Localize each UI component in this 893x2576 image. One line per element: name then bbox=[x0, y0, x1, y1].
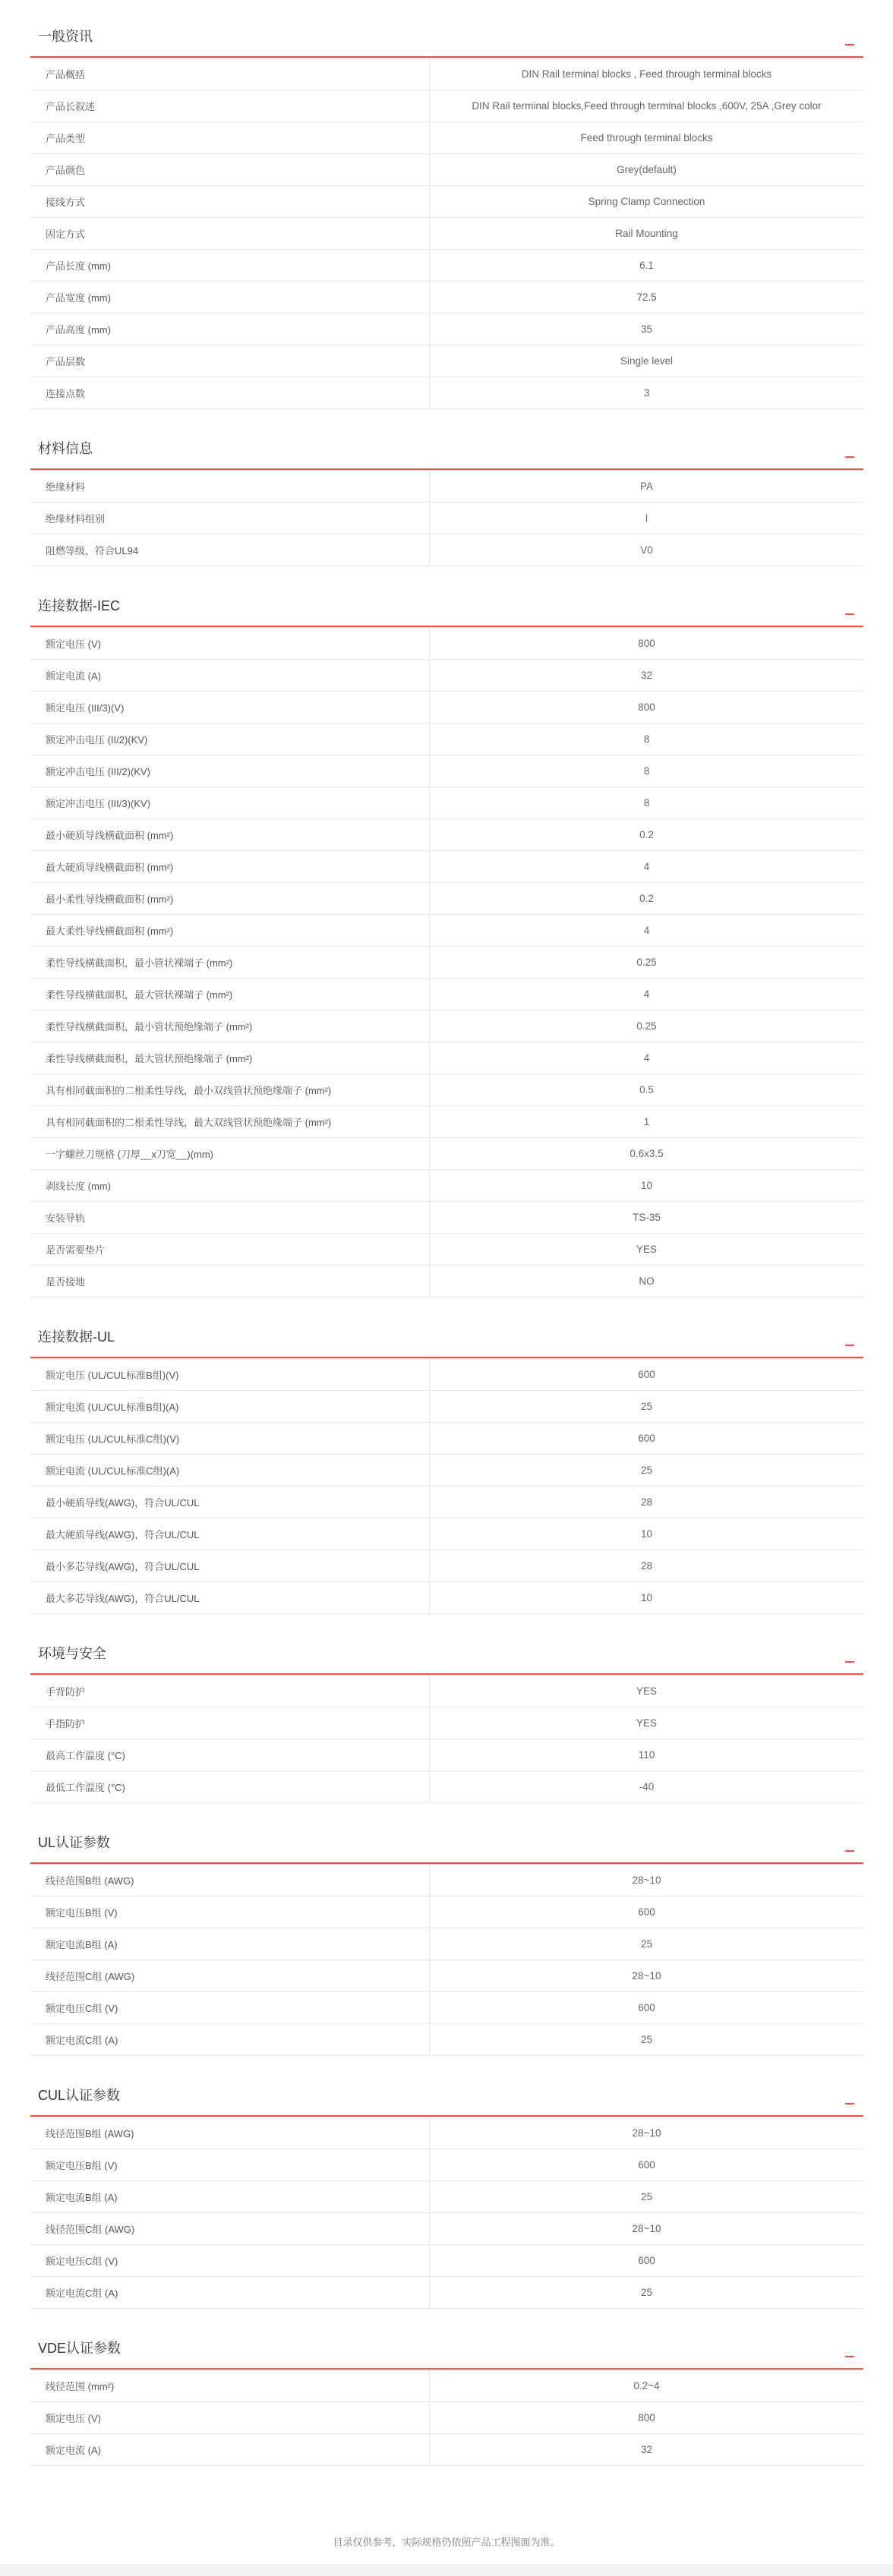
spec-value: 32 bbox=[640, 670, 653, 681]
table-row bbox=[30, 1359, 863, 1391]
spec-value: Single level bbox=[620, 355, 674, 367]
spec-value: -40 bbox=[639, 1781, 655, 1792]
collapse-toggle-icon[interactable] bbox=[844, 2348, 856, 2359]
collapse-toggle-icon[interactable] bbox=[844, 449, 856, 459]
spec-label: 连接点数 bbox=[30, 377, 430, 408]
spec-value: 25 bbox=[640, 1401, 653, 1412]
spec-value: 8 bbox=[643, 797, 650, 809]
spec-label: 额定电流 (A) bbox=[30, 660, 430, 691]
table-row bbox=[30, 1391, 863, 1423]
table-row bbox=[30, 314, 863, 345]
spec-value: 0.25 bbox=[636, 1020, 657, 1032]
table-row bbox=[30, 1138, 863, 1170]
spec-label: 绝缘材料 bbox=[30, 471, 430, 502]
table-row bbox=[30, 1550, 863, 1582]
section-header[interactable] bbox=[30, 1297, 863, 1358]
spec-table bbox=[30, 2369, 863, 2466]
spec-label: 柔性导线横截面积，最小管状预绝缘端子 (mm²) bbox=[30, 1011, 430, 1042]
spec-value: 28~10 bbox=[632, 2223, 661, 2234]
table-row bbox=[30, 1518, 863, 1550]
spec-value: 10 bbox=[640, 1180, 653, 1191]
spec-value: Rail Mounting bbox=[615, 228, 678, 239]
table-row bbox=[30, 1676, 863, 1707]
table-row bbox=[30, 1707, 863, 1739]
spec-value: YES bbox=[636, 1244, 657, 1255]
spec-label: 是否接地 bbox=[30, 1266, 430, 1297]
section-header[interactable] bbox=[30, 409, 863, 470]
spec-label: 固定方式 bbox=[30, 218, 430, 249]
spec-label: 手背防护 bbox=[30, 1676, 430, 1707]
table-row bbox=[30, 1423, 863, 1455]
spec-value: YES bbox=[636, 1685, 657, 1697]
spec-value: Spring Clamp Connection bbox=[588, 196, 705, 207]
spec-label: 额定电流 (UL/CUL标准C组)(A) bbox=[30, 1455, 430, 1486]
table-row bbox=[30, 1992, 863, 2024]
spec-value: 600 bbox=[638, 2159, 655, 2171]
table-row bbox=[30, 90, 863, 122]
spec-value: 800 bbox=[638, 2412, 655, 2423]
table-row bbox=[30, 947, 863, 979]
spec-label: 额定电流B组 (A) bbox=[30, 1928, 430, 1960]
spec-value: 8 bbox=[643, 765, 650, 777]
collapse-toggle-icon[interactable] bbox=[844, 1654, 856, 1664]
spec-label: 额定电压B组 (V) bbox=[30, 1897, 430, 1928]
spec-label: 额定电压 (V) bbox=[30, 628, 430, 659]
table-row bbox=[30, 2245, 863, 2277]
table-row bbox=[30, 282, 863, 314]
spec-label: 额定电压B组 (V) bbox=[30, 2149, 430, 2180]
table-row bbox=[30, 915, 863, 947]
table-row bbox=[30, 471, 863, 503]
table-row bbox=[30, 1106, 863, 1138]
spec-label: 最小硬质导线横截面积 (mm²) bbox=[30, 819, 430, 850]
spec-value: PA bbox=[639, 481, 653, 492]
spec-label: 额定冲击电压 (III/3)(KV) bbox=[30, 787, 430, 818]
spec-label: 额定电压 (III/3)(V) bbox=[30, 692, 430, 723]
spec-value: 600 bbox=[638, 2255, 655, 2266]
spec-label: 额定电流C组 (A) bbox=[30, 2277, 430, 2308]
table-row bbox=[30, 660, 863, 692]
spec-section bbox=[30, 1614, 863, 1803]
table-row bbox=[30, 692, 863, 724]
section-title: UL认证参数 bbox=[38, 1835, 111, 1850]
table-row bbox=[30, 1042, 863, 1074]
table-row bbox=[30, 503, 863, 534]
spec-label: 绝缘材料组别 bbox=[30, 503, 430, 534]
spec-value: TS-35 bbox=[633, 1212, 661, 1223]
spec-value: 10 bbox=[640, 1528, 653, 1540]
spec-label: 产品宽度 (mm) bbox=[30, 282, 430, 313]
section-header[interactable] bbox=[30, 2309, 863, 2369]
spec-table bbox=[30, 627, 863, 1297]
table-row bbox=[30, 1582, 863, 1614]
spec-label: 阻燃等级，符合UL94 bbox=[30, 534, 430, 566]
disclaimer-note: 目录仅供参考，实际规格仍依照产品工程图面为准。 bbox=[333, 2537, 560, 2548]
spec-label: 额定电压C组 (V) bbox=[30, 2245, 430, 2276]
spec-value: 25 bbox=[640, 2191, 653, 2202]
spec-label: 最高工作温度 (°C) bbox=[30, 1739, 430, 1770]
table-row bbox=[30, 1487, 863, 1518]
spec-label: 最大硬质导线(AWG)，符合UL/CUL bbox=[30, 1518, 430, 1550]
spec-value: DIN Rail terminal blocks,Feed through terminal blocks ,600V, 25A ,Grey color bbox=[472, 100, 822, 112]
spec-sheet bbox=[30, 0, 863, 2466]
spec-value: 800 bbox=[638, 702, 655, 713]
table-row bbox=[30, 122, 863, 154]
spec-table bbox=[30, 1675, 863, 1803]
spec-table bbox=[30, 2117, 863, 2309]
section-title: CUL认证参数 bbox=[38, 2088, 121, 2103]
spec-value: 28~10 bbox=[632, 1970, 661, 1982]
spec-label: 额定冲击电压 (III/2)(KV) bbox=[30, 755, 430, 787]
table-row bbox=[30, 819, 863, 851]
spec-value: 0.2~4 bbox=[633, 2380, 660, 2392]
spec-section bbox=[30, 2309, 863, 2466]
spec-value: Grey(default) bbox=[617, 164, 677, 175]
bottom-bar bbox=[0, 2565, 893, 2576]
table-row bbox=[30, 218, 863, 250]
collapse-toggle-icon[interactable] bbox=[844, 36, 856, 47]
table-row bbox=[30, 250, 863, 282]
spec-value: 110 bbox=[638, 1749, 655, 1761]
spec-table bbox=[30, 1864, 863, 2056]
table-row bbox=[30, 755, 863, 787]
table-row bbox=[30, 1266, 863, 1297]
table-row bbox=[30, 2181, 863, 2213]
spec-value: V0 bbox=[640, 544, 653, 556]
spec-label: 额定冲击电压 (II/2)(KV) bbox=[30, 724, 430, 755]
spec-value: 28 bbox=[640, 1560, 653, 1572]
table-row bbox=[30, 1960, 863, 1992]
spec-value: 25 bbox=[640, 1938, 653, 1950]
spec-label: 柔性导线横截面积，最小管状裸端子 (mm²) bbox=[30, 947, 430, 978]
spec-label: 安装导轨 bbox=[30, 1202, 430, 1233]
spec-table bbox=[30, 1358, 863, 1614]
spec-label: 一字螺丝刀规格 (刀厚__x刀宽__)(mm) bbox=[30, 1138, 430, 1169]
spec-value: 28 bbox=[640, 1496, 653, 1508]
table-row bbox=[30, 1739, 863, 1771]
collapse-toggle-icon[interactable] bbox=[844, 2095, 856, 2106]
spec-label: 额定电流C组 (A) bbox=[30, 2024, 430, 2055]
spec-label: 最低工作温度 (°C) bbox=[30, 1771, 430, 1802]
spec-label: 额定电流 (UL/CUL标准B组)(A) bbox=[30, 1391, 430, 1422]
spec-value: 25 bbox=[640, 2034, 653, 2045]
spec-value: 3 bbox=[643, 387, 650, 399]
collapse-toggle-icon[interactable] bbox=[844, 1337, 856, 1348]
spec-value: 25 bbox=[640, 1465, 653, 1476]
spec-label: 额定电流 (A) bbox=[30, 2434, 430, 2465]
spec-value: 0.2 bbox=[639, 829, 654, 840]
spec-value: 4 bbox=[643, 925, 650, 936]
section-header[interactable] bbox=[30, 566, 863, 627]
table-row bbox=[30, 2434, 863, 2466]
spec-label: 产品颜色 bbox=[30, 154, 430, 185]
table-row bbox=[30, 1865, 863, 1897]
collapse-toggle-icon[interactable] bbox=[844, 1843, 856, 1853]
spec-value: 600 bbox=[638, 1433, 655, 1444]
spec-label: 线径范围B组 (AWG) bbox=[30, 1865, 430, 1896]
table-row bbox=[30, 534, 863, 566]
spec-value: NO bbox=[639, 1275, 655, 1287]
spec-label: 最大硬质导线横截面积 (mm²) bbox=[30, 851, 430, 882]
spec-label: 产品概括 bbox=[30, 58, 430, 90]
spec-label: 最大多芯导线(AWG)，符合UL/CUL bbox=[30, 1582, 430, 1613]
spec-table bbox=[30, 58, 863, 409]
table-row bbox=[30, 154, 863, 186]
table-row bbox=[30, 1202, 863, 1234]
table-row bbox=[30, 1928, 863, 1960]
spec-value: 600 bbox=[638, 1369, 655, 1380]
table-row bbox=[30, 1170, 863, 1202]
spec-section bbox=[30, 1297, 863, 1614]
section-header[interactable] bbox=[30, 1614, 863, 1675]
table-row bbox=[30, 1011, 863, 1042]
table-row bbox=[30, 2370, 863, 2402]
table-row bbox=[30, 377, 863, 409]
table-row bbox=[30, 2213, 863, 2245]
spec-label: 接线方式 bbox=[30, 186, 430, 217]
table-row bbox=[30, 1455, 863, 1487]
spec-value: Feed through terminal blocks bbox=[580, 132, 713, 143]
spec-value: 600 bbox=[638, 1906, 655, 1918]
spec-value: 0.5 bbox=[639, 1084, 654, 1096]
spec-label: 最小多芯导线(AWG)，符合UL/CUL bbox=[30, 1550, 430, 1581]
spec-label: 额定电压 (UL/CUL标准C组)(V) bbox=[30, 1423, 430, 1454]
section-header[interactable] bbox=[30, 2056, 863, 2117]
section-title: 材料信息 bbox=[38, 441, 93, 456]
spec-label: 柔性导线横截面积，最大管状裸端子 (mm²) bbox=[30, 979, 430, 1010]
section-header[interactable] bbox=[30, 1803, 863, 1864]
table-row bbox=[30, 1074, 863, 1106]
table-row bbox=[30, 851, 863, 883]
table-row bbox=[30, 979, 863, 1011]
table-row bbox=[30, 787, 863, 819]
spec-section bbox=[30, 1803, 863, 2056]
collapse-toggle-icon[interactable] bbox=[844, 606, 856, 616]
table-row bbox=[30, 186, 863, 218]
spec-value: I bbox=[645, 512, 648, 524]
spec-section bbox=[30, 2056, 863, 2309]
spec-value: 32 bbox=[640, 2444, 653, 2455]
table-row bbox=[30, 883, 863, 915]
spec-label: 柔性导线横截面积，最大管状预绝缘端子 (mm²) bbox=[30, 1042, 430, 1074]
spec-label: 产品层数 bbox=[30, 345, 430, 377]
spec-value: 4 bbox=[643, 988, 650, 1000]
spec-label: 产品长度 (mm) bbox=[30, 250, 430, 281]
spec-value: 0.25 bbox=[636, 957, 657, 968]
table-row bbox=[30, 724, 863, 755]
spec-label: 最小硬质导线(AWG)，符合UL/CUL bbox=[30, 1487, 430, 1518]
section-title: 环境与安全 bbox=[38, 1646, 106, 1661]
section-title: 一般资讯 bbox=[38, 29, 93, 44]
section-title: 连接数据-IEC bbox=[38, 598, 120, 613]
section-title: 连接数据-UL bbox=[38, 1329, 115, 1345]
spec-label: 额定电流B组 (A) bbox=[30, 2181, 430, 2212]
spec-label: 额定电压C组 (V) bbox=[30, 1992, 430, 2023]
spec-value: 6.1 bbox=[639, 260, 654, 271]
spec-section bbox=[30, 0, 863, 409]
spec-value: 35 bbox=[640, 323, 653, 335]
spec-value: 4 bbox=[643, 861, 650, 872]
table-row bbox=[30, 2024, 863, 2056]
spec-value: 600 bbox=[638, 2002, 655, 2013]
spec-label: 具有相同截面积的二根柔性导线，最小双线管状预绝缘端子 (mm²) bbox=[30, 1074, 430, 1105]
spec-label: 线径范围 (mm²) bbox=[30, 2370, 430, 2401]
section-header[interactable] bbox=[30, 0, 863, 58]
spec-section bbox=[30, 409, 863, 566]
spec-value: 72.5 bbox=[636, 292, 657, 303]
spec-table bbox=[30, 470, 863, 566]
spec-value: DIN Rail terminal blocks , Feed through terminal blocks bbox=[521, 68, 772, 80]
spec-value: 1 bbox=[643, 1116, 650, 1127]
table-row bbox=[30, 2117, 863, 2149]
spec-label: 最小柔性导线横截面积 (mm²) bbox=[30, 883, 430, 914]
section-title: VDE认证参数 bbox=[38, 2341, 121, 2356]
spec-label: 额定电压 (V) bbox=[30, 2402, 430, 2433]
table-row bbox=[30, 1771, 863, 1803]
spec-value: 0.6x3.5 bbox=[630, 1148, 664, 1159]
spec-label: 手指防护 bbox=[30, 1707, 430, 1739]
spec-label: 最大柔性导线横截面积 (mm²) bbox=[30, 915, 430, 946]
table-row bbox=[30, 2277, 863, 2309]
table-row bbox=[30, 628, 863, 660]
spec-value: 28~10 bbox=[632, 1874, 661, 1886]
table-row bbox=[30, 58, 863, 90]
table-row bbox=[30, 2149, 863, 2181]
spec-section bbox=[30, 566, 863, 1297]
spec-label: 产品类型 bbox=[30, 122, 430, 153]
table-row bbox=[30, 1897, 863, 1928]
spec-label: 剥线长度 (mm) bbox=[30, 1170, 430, 1201]
spec-value: 8 bbox=[643, 733, 650, 745]
spec-label: 线径范围C组 (AWG) bbox=[30, 1960, 430, 1991]
spec-label: 线径范围B组 (AWG) bbox=[30, 2117, 430, 2149]
spec-label: 是否需要垫片 bbox=[30, 1234, 430, 1265]
spec-value: 25 bbox=[640, 2287, 653, 2298]
spec-value: 800 bbox=[638, 638, 655, 649]
spec-value: 10 bbox=[640, 1592, 653, 1603]
spec-label: 额定电压 (UL/CUL标准B组)(V) bbox=[30, 1359, 430, 1390]
table-row bbox=[30, 345, 863, 377]
spec-value: 0.2 bbox=[639, 893, 654, 904]
table-row bbox=[30, 2402, 863, 2434]
spec-label: 产品长叙述 bbox=[30, 90, 430, 121]
spec-value: 28~10 bbox=[632, 2127, 661, 2139]
table-row bbox=[30, 1234, 863, 1266]
spec-label: 产品高度 (mm) bbox=[30, 314, 430, 345]
spec-label: 具有相同截面积的二根柔性导线，最大双线管状预绝缘端子 (mm²) bbox=[30, 1106, 430, 1137]
spec-value: YES bbox=[636, 1717, 657, 1729]
spec-value: 4 bbox=[643, 1052, 650, 1064]
spec-label: 线径范围C组 (AWG) bbox=[30, 2213, 430, 2244]
